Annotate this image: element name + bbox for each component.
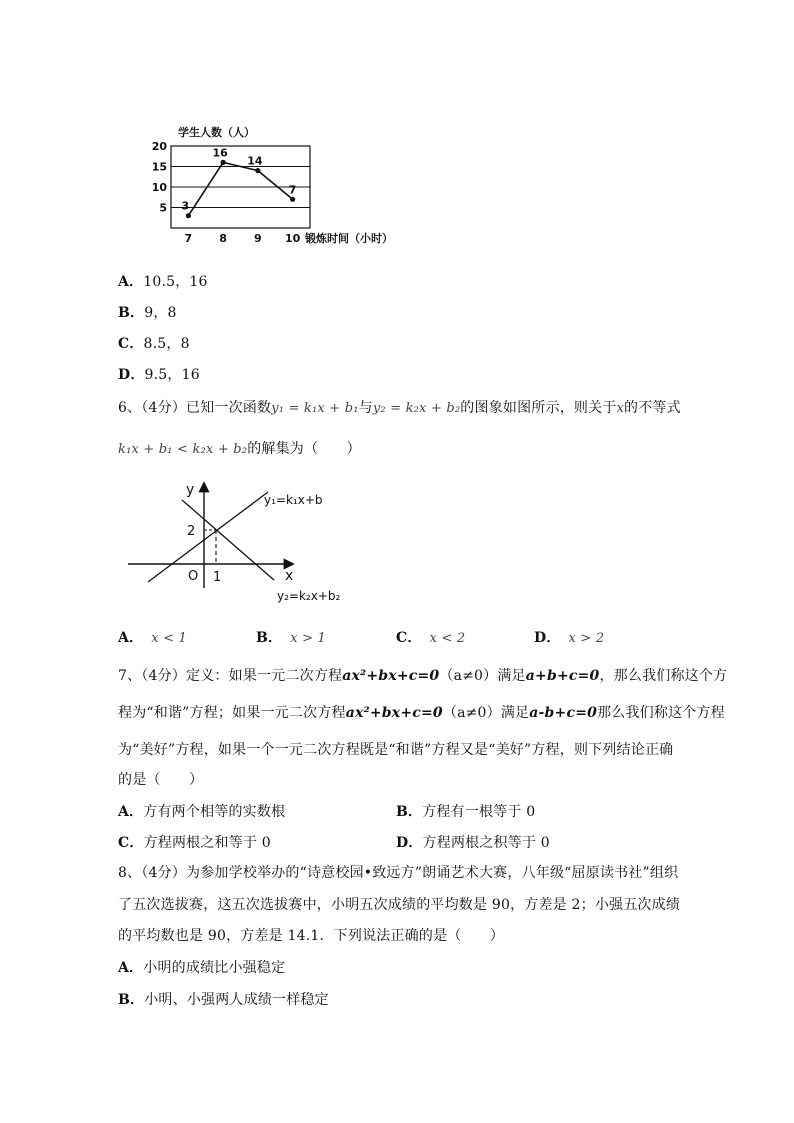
q7-equation: ax²+bx+c=0 (345, 705, 443, 721)
x-tick-label: 8 (219, 232, 227, 245)
option-letter: D． (118, 367, 145, 383)
y-tick-label: 15 (151, 160, 167, 174)
q6-stem-line2 (118, 438, 361, 458)
data-point (255, 168, 260, 173)
data-point (186, 213, 191, 218)
q7-line4: 的是（ ） (118, 772, 204, 788)
q8-line3: 的平均数也是 90，方差是 14.1．下列说法正确的是（ ） (118, 928, 505, 944)
q6-inequality: k₁x + b₁ < k₂x + b₂ (118, 442, 248, 457)
data-point (221, 160, 226, 165)
q7-condition: （a≠0）满足 (439, 668, 526, 684)
option-letter: D． (534, 630, 561, 646)
option-text: 9，8 (144, 305, 177, 321)
option-letter: A． (118, 274, 144, 290)
q7-text: ，那么我们称这个方 (599, 668, 728, 684)
q5-option-d[interactable] (118, 364, 200, 384)
option-letter: B． (396, 804, 423, 820)
option-letter: A． (118, 630, 144, 646)
y-tick-label: 5 (159, 201, 167, 215)
q6-y1-expr: y₁ = k₁x + b₁ (271, 401, 359, 416)
option-letter: C． (396, 630, 422, 646)
data-label: 16 (212, 146, 228, 160)
q6-tail: 的图象如图所示，则关于 (460, 400, 617, 416)
q8-option-a[interactable] (118, 957, 285, 977)
option-letter: D． (396, 835, 423, 851)
q6-option-d[interactable] (534, 627, 604, 647)
q6-line2-label: y₂=k₂x+b₂ (277, 589, 341, 603)
q6-line-y2 (182, 500, 274, 580)
q5-option-b[interactable] (118, 302, 177, 322)
option-letter: C． (118, 835, 144, 851)
option-expr: x < 2 (429, 631, 466, 646)
q6-tail3: 的解集为（ ） (247, 441, 361, 457)
q6-option-b[interactable] (256, 627, 326, 647)
q7-option-c[interactable] (118, 832, 271, 852)
q7-option-d[interactable] (396, 832, 550, 852)
q7-option-a[interactable] (118, 801, 285, 821)
option-text: 8.5，8 (143, 336, 190, 352)
x-tick-label: 7 (184, 232, 193, 245)
line-chart (145, 118, 425, 248)
q8-option-b[interactable] (118, 989, 329, 1009)
option-text: 10.5，16 (143, 274, 208, 290)
option-text: 小明的成绩比小强稳定 (143, 960, 286, 976)
q7-text: 7、（4分）定义：如果一元二次方程 (118, 668, 343, 684)
q7-text: 那么我们称这个方程 (597, 705, 725, 721)
q6-y-mark: 2 (187, 524, 196, 539)
q6-option-c[interactable] (396, 627, 465, 647)
option-text: 小明、小强两人成绩一样稳定 (144, 992, 329, 1008)
q8-line2: 了五次选拔赛，这五次选拔赛中，小明五次成绩的平均数是 90，方差是 2；小强五次成绩 (118, 897, 681, 913)
option-text: 方有两个相等的实数根 (143, 804, 286, 820)
q6-figure (120, 478, 360, 608)
q7-minus-cond: a-b+c=0 (529, 705, 598, 721)
q6-y2-expr: y₂ = k₂x + b₂ (372, 401, 461, 416)
q5-option-c[interactable] (118, 333, 190, 353)
option-text: 方程两根之积等于 0 (422, 835, 550, 851)
data-label: 14 (247, 154, 263, 168)
option-letter: B． (256, 630, 283, 646)
x-tick-label: 9 (254, 232, 262, 245)
option-text: 方程两根之和等于 0 (143, 835, 271, 851)
q7-option-b[interactable] (396, 801, 535, 821)
q8-line1: 8、（4分）为参加学校举办的“诗意校园•致远方”朗诵艺术大赛，八年级“屈原读书社”组织 (118, 865, 679, 881)
q6-y-axis-label: y (186, 482, 195, 498)
q7-line3: 为“美好”方程，如果一个一元二次方程既是“和谐”方程又是“美好”方程，则下列结论正确 (118, 742, 674, 758)
x-axis-label: 锻炼时间（小时） (305, 232, 393, 245)
q6-x-mark: 1 (213, 570, 222, 585)
option-letter: C． (118, 336, 144, 352)
q6-origin-label: O (188, 569, 199, 584)
q6-line1-label: y₁=k₁x+b (264, 493, 323, 507)
y-axis-label: 学生人数（人） (178, 126, 255, 139)
q7-equation: ax²+bx+c=0 (342, 668, 440, 684)
q6-stem-line1 (118, 397, 681, 417)
q7-line1 (118, 665, 727, 685)
q6-tail2: 的不等式 (624, 400, 681, 416)
q5-option-a[interactable] (118, 271, 208, 291)
q7-condition: （a≠0）满足 (442, 705, 530, 721)
option-letter: A． (118, 960, 144, 976)
option-expr: x > 2 (568, 631, 605, 646)
option-text: 方程有一根等于 0 (422, 804, 536, 820)
q6-option-a[interactable] (118, 627, 187, 647)
q6-x-var: x (616, 401, 625, 416)
q7-text: 程为“和谐”方程；如果一元二次方程 (118, 705, 346, 721)
data-point (290, 197, 295, 202)
q6-line-y1 (148, 492, 268, 582)
option-letter: B． (118, 992, 145, 1008)
option-letter: B． (118, 305, 145, 321)
option-letter: A． (118, 804, 144, 820)
q6-number: 6、（4分）已知一次函数 (118, 400, 272, 416)
q7-plus-cond: a+b+c=0 (525, 668, 600, 684)
y-tick-label: 20 (151, 140, 167, 153)
q6-x-axis-label: x (285, 568, 294, 584)
q7-line2 (118, 702, 725, 722)
option-expr: x > 1 (290, 631, 326, 646)
option-text: 9.5，16 (144, 367, 200, 383)
x-tick-label: 10 (284, 232, 301, 245)
option-expr: x < 1 (151, 631, 188, 646)
data-label: 3 (181, 199, 190, 213)
y-tick-label: 10 (151, 181, 167, 194)
q6-mid: 与 (358, 400, 373, 416)
data-label: 7 (288, 183, 297, 197)
